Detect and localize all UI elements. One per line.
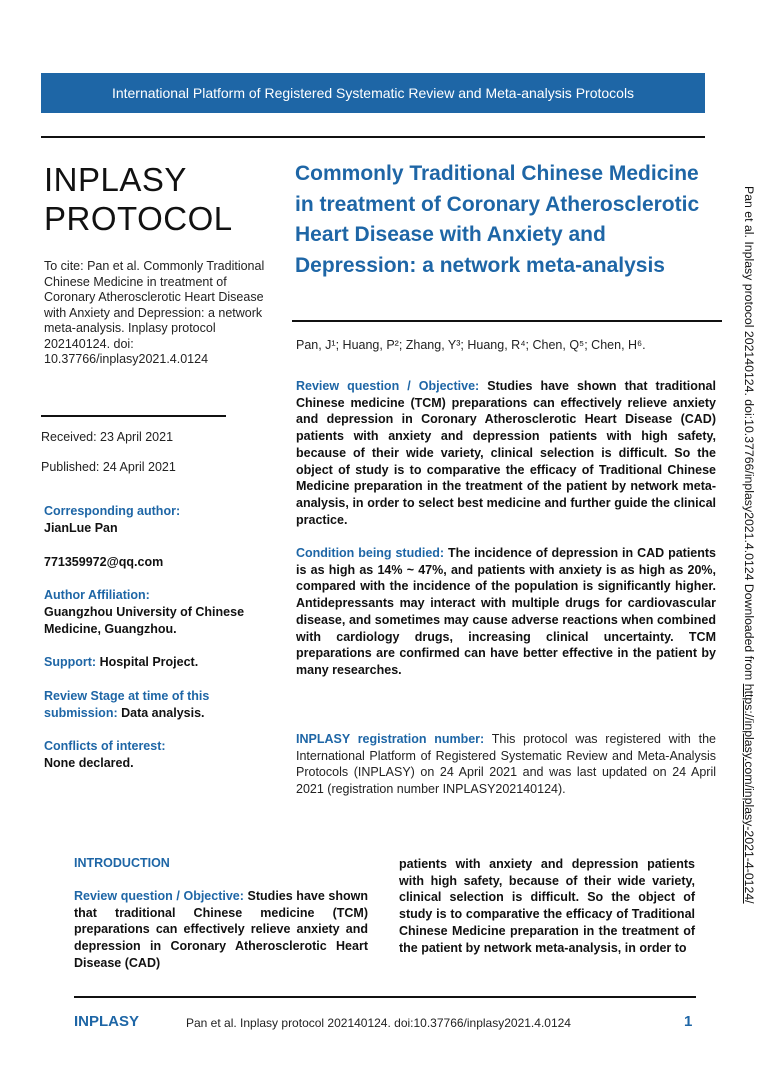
intro-column-2: patients with anxiety and depression patients with high safety, because of their wide variety, clinical selection is difficult. So the object of study is to comparative the efficacy of Traditional Chinese Medicine preparation in the treatment of the patient by network meta-analysis, in order to xyxy=(399,857,695,955)
corresponding-author-name: JianLue Pan xyxy=(44,521,118,535)
review-stage-label: Review Stage at time of this xyxy=(44,689,210,703)
intro-review-label: Review question / Objective: xyxy=(74,889,244,903)
title-divider xyxy=(292,320,722,322)
support-value: Hospital Project. xyxy=(99,655,199,669)
conflicts-value: None declared. xyxy=(44,756,134,770)
banner-text: International Platform of Registered Systematic Review and Meta-analysis Protocols xyxy=(111,85,635,101)
support-block xyxy=(44,654,274,671)
registration-label: INPLASY registration number: xyxy=(296,732,485,746)
review-stage xyxy=(44,688,274,722)
condition-paragraph xyxy=(296,545,716,679)
conflicts-block xyxy=(44,738,274,772)
condition-label: Condition being studied: xyxy=(296,546,445,560)
review-stage-value: Data analysis. xyxy=(121,706,205,720)
intro-column-1 xyxy=(74,888,368,972)
page-number: 1 xyxy=(684,1013,693,1030)
side-download-link[interactable]: https://inplasy.com/inplasy-2021-4-0124/ xyxy=(742,683,756,904)
conflicts-label: Conflicts of interest: xyxy=(44,739,166,753)
side-download-note xyxy=(742,186,756,904)
protocol-label-line1: INPLASY xyxy=(44,161,187,198)
intro-column-1-text: Studies have shown that traditional Chinese medicine (TCM) preparations can effectively relieve anxiety and depression in Coronary Atherosclerotic Heart Disease (CAD) xyxy=(74,889,368,970)
citation-text: To cite: Pan et al. Commonly Traditional Chinese Medicine in treatment of Coronary Atherosclerotic Heart Disease with Anxiety and Depression: a network meta-analysis. Inplasy protocol 202140124. doi: 10.37766/inplasy2021.4.0124 xyxy=(44,259,265,366)
author-email[interactable]: 771359972@qq.com xyxy=(44,555,164,569)
affiliation-value: Guangzhou University of Chinese Medicine, Guangzhou. xyxy=(44,605,245,636)
introduction-heading: INTRODUCTION xyxy=(74,856,170,870)
side-note-text: Pan et al. Inplasy protocol 202140124. doi:10.37766/inplasy2021.4.0124 Downloaded from xyxy=(742,186,756,681)
review-stage-label-2: submission: xyxy=(44,706,118,720)
support-label: Support: xyxy=(44,655,97,669)
email-block xyxy=(44,554,274,571)
published-date: Published: 24 April 2021 xyxy=(41,460,176,474)
received-date: Received: 23 April 2021 xyxy=(41,430,174,444)
footer-brand: INPLASY xyxy=(74,1013,140,1030)
review-question-label: Review question / Objective: xyxy=(296,379,480,393)
condition-text: The incidence of depression in CAD patients is as high as 14% ~ 47%, and patients with anxiety is as high as 20%, compared with the incidence of the population is significantly higher. Antidepressants may interact with multiple drugs for cardiovascular disease, and sometimes may cause adverse reactions when combined with cardiology drugs, increasing clinical uncertainty. TCM preparations are confirmed can have better effective in the patient by many researches. xyxy=(296,546,716,677)
corresponding-author xyxy=(44,503,274,537)
registration-paragraph xyxy=(296,731,716,798)
protocol-label xyxy=(44,160,274,238)
corresponding-author-label: Corresponding author: xyxy=(44,504,181,518)
protocol-label-line2: PROTOCOL xyxy=(44,200,233,237)
footer-divider xyxy=(74,996,696,998)
top-divider xyxy=(41,136,705,138)
affiliation-label: Author Affiliation: xyxy=(44,588,150,602)
article-title: Commonly Traditional Chinese Medicine in treatment of Coronary Atherosclerotic Heart Disease with Anxiety and Depression: a network meta-analysis xyxy=(295,162,700,277)
registration-text: This protocol was registered with the International Platform of Registered Systematic Review and Meta-Analysis Protocols (INPLASY) on 24 April 2021 and was last updated on 24 April 2021 (registration number INPLASY202140124). xyxy=(296,732,716,797)
review-question-paragraph xyxy=(296,378,716,528)
left-divider xyxy=(41,415,226,417)
review-question-text: Studies have shown that traditional Chinese medicine (TCM) preparations can effectively relieve anxiety and depression in Coronary Atherosclerotic Heart Disease (CAD) patients with anxiety and depression patients with high safety, because of their wide variety, clinical selection is difficult. So the object of study is to comparative the efficacy of Traditional Chinese Medicine preparation in the treatment of the patient by network meta-analysis, in order to select best medicine and further guide the clinical practice. xyxy=(296,379,716,527)
footer-citation: Pan et al. Inplasy protocol 202140124. doi:10.37766/inplasy2021.4.0124 xyxy=(186,1016,571,1030)
header-banner xyxy=(41,73,705,113)
author-affiliation xyxy=(44,587,274,638)
author-list: Pan, J¹; Huang, P²; Zhang, Y³; Huang, R⁴; Chen, Q⁵; Chen, H⁶. xyxy=(296,338,646,352)
